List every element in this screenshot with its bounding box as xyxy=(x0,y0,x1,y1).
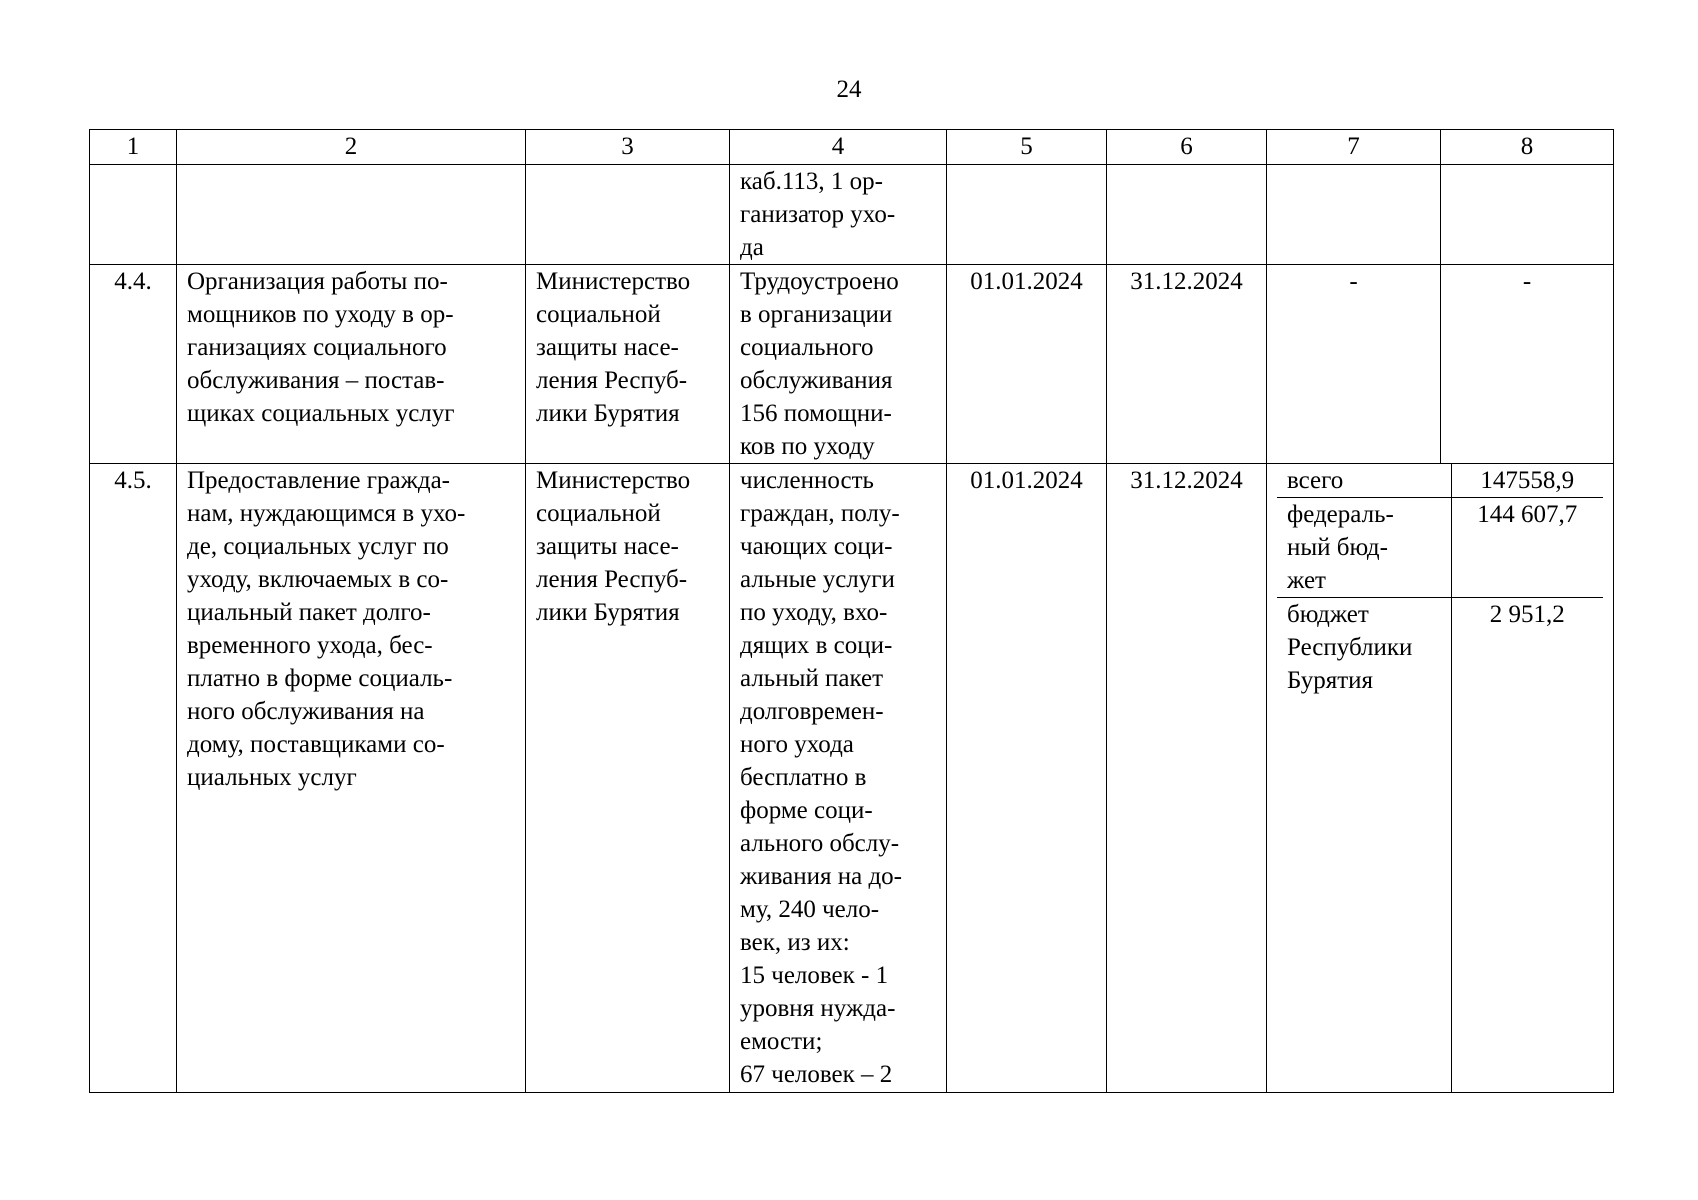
funding-row xyxy=(1277,464,1603,498)
end-date: 31.12.2024 xyxy=(1107,464,1267,1093)
funding-source xyxy=(1267,165,1441,265)
funding-amount xyxy=(1441,165,1614,265)
column-number: 4 xyxy=(730,130,947,165)
measures-table xyxy=(89,129,1614,1093)
start-date: 01.01.2024 xyxy=(947,464,1107,1093)
responsible xyxy=(526,165,730,265)
responsible: Министерство социальной защиты насе- ления Респуб- лики Бурятия xyxy=(526,265,730,464)
funding-amount: 144 607,7 xyxy=(1451,498,1603,598)
column-number: 1 xyxy=(90,130,177,165)
expected-result: каб.113, 1 ор- ганизатор ухо- да xyxy=(730,165,947,265)
funding-amount: 147558,9 xyxy=(1480,467,1575,494)
funding-row xyxy=(1277,498,1603,598)
funding-source: бюджет Республики Бурятия xyxy=(1277,598,1451,1092)
row-number: 4.5. xyxy=(90,464,177,1093)
end-date: 31.12.2024 xyxy=(1107,265,1267,464)
start-date xyxy=(947,165,1107,265)
measure-name: Предоставление гражда- нам, нуждающимся в ухо- де, социальных услуг по уходу, включаемых в со- циальный пакет долго- временного ухода, бес- платно в форме социаль- ного обслуживания на дому, поставщиками со- циальных услуг xyxy=(177,464,526,1093)
funding-row xyxy=(1277,598,1603,1092)
funding-breakdown xyxy=(1277,464,1603,1092)
funding-cell xyxy=(1267,464,1614,1093)
column-number: 5 xyxy=(947,130,1107,165)
row-number xyxy=(90,165,177,265)
table-row xyxy=(90,165,1614,265)
measure-name: Организация работы по- мощников по уходу в ор- ганизациях социального обслуживания – постав- щиках социальных услуг xyxy=(177,265,526,464)
responsible: Министерство социальной защиты насе- ления Респуб- лики Бурятия xyxy=(526,464,730,1093)
funding-source: всего xyxy=(1277,464,1451,498)
expected-result: Трудоустроено в организации социального обслуживания 156 помощни- ков по уходу xyxy=(730,265,947,464)
funding-amount: - xyxy=(1441,265,1614,464)
table-row xyxy=(90,464,1614,1093)
column-number: 2 xyxy=(177,130,526,165)
expected-result: численность граждан, полу- чающих соци- альные услуги по уходу, вхо- дящих в соци- альный пакет долговремен- ного ухода бесплатно в форме соци- ального обслу- живания на до- му, 240 чело- век, из их: 15 человек - 1 уровня нужда- емости; 67 человек – 2 xyxy=(730,464,947,1093)
column-number: 7 xyxy=(1267,130,1441,165)
row-number: 4.4. xyxy=(90,265,177,464)
column-number: 8 xyxy=(1441,130,1614,165)
funding-source: федераль- ный бюд- жет xyxy=(1277,498,1451,598)
page-number: 24 xyxy=(836,76,862,103)
funding-amount: 2 951,2 xyxy=(1451,598,1603,1092)
funding-source: - xyxy=(1267,265,1441,464)
column-numbers-row xyxy=(90,130,1614,165)
end-date xyxy=(1107,165,1267,265)
measure-name xyxy=(177,165,526,265)
table-row xyxy=(90,265,1614,464)
column-number: 6 xyxy=(1107,130,1267,165)
column-number: 3 xyxy=(526,130,730,165)
start-date: 01.01.2024 xyxy=(947,265,1107,464)
